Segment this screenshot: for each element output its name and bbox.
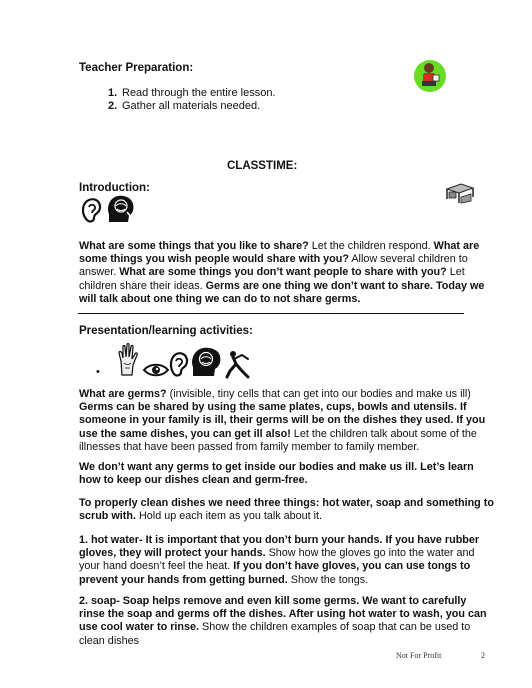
classroom-desk-icon: [445, 181, 475, 205]
teacher-prep-list: [108, 87, 276, 113]
teacher-prep-heading: Teacher Preparation:: [79, 62, 194, 74]
person-reading-icon: [412, 58, 448, 94]
eye-icon: [142, 362, 170, 378]
classtime-heading: CLASSTIME:: [227, 160, 298, 172]
introduction-paragraph: What are some things that you like to share? Let the children respond. What are some things you wish people would share with you? Allow several children to answer. What are some things you don’t want people to share with you? Let children share their ideas. Germs are one thing we don’t want to share. Today we will talk about one thing we can do to not share germs.: [79, 240, 485, 305]
ear-icon: [168, 350, 190, 378]
hot-water-paragraph: 1. hot water- It is important that you don’t burn your hands. If you have rubber gloves, they will protect your hands. Show how the gloves go into the water and your hand doesn’t feel the heat. If you don’t have gloves, you can use tongs to prevent your hands from getting burned. Show the tongs.: [79, 534, 480, 586]
hand-icon: [116, 343, 140, 377]
head-thinking-icon: [190, 346, 224, 378]
soap-paragraph: 2. soap- Soap helps remove and even kill some germs. We want to carefully rinse the soap and germs off the dishes. After using hot water to wash, you can use cool water to rinse. Show the children examples of soap that can be used to clean dishes: [79, 595, 487, 647]
head-thinking-icon: [106, 194, 136, 224]
stretching-person-icon: [224, 349, 252, 379]
section-divider: [78, 313, 464, 314]
page-number: 2: [481, 651, 485, 660]
presentation-heading: Presentation/learning activities:: [79, 325, 253, 337]
footer-text: Not For Profit: [396, 651, 442, 660]
germs-paragraph: What are germs? (invisible, tiny cells that can get into our bodies and make us ill) Germs can be shared by using the same plates, cups, bowls and utensils. If someone in your family is ill, their germs will be on the dishes they used. If you use the same dishes, you can get ill also! Let the children talk about some of the illnesses that have been passed from family member to family member.: [79, 388, 486, 453]
teacher-prep-item-2: 2. Gather all materials needed.: [108, 100, 261, 112]
teacher-prep-item-1: 1. Read through the entire lesson.: [108, 87, 276, 99]
presentation-bullet: •: [96, 366, 100, 378]
three-things-paragraph: To properly clean dishes we need three things: hot water, soap and something to scrub with. Hold up each item as you talk about it.: [79, 497, 494, 523]
keep-dishes-clean-paragraph: We don’t want any germs to get inside our bodies and make us ill. Let’s learn how to keep our dishes clean and germ-free.: [79, 461, 474, 487]
introduction-heading: Introduction:: [79, 182, 150, 194]
ear-icon: [79, 196, 105, 224]
